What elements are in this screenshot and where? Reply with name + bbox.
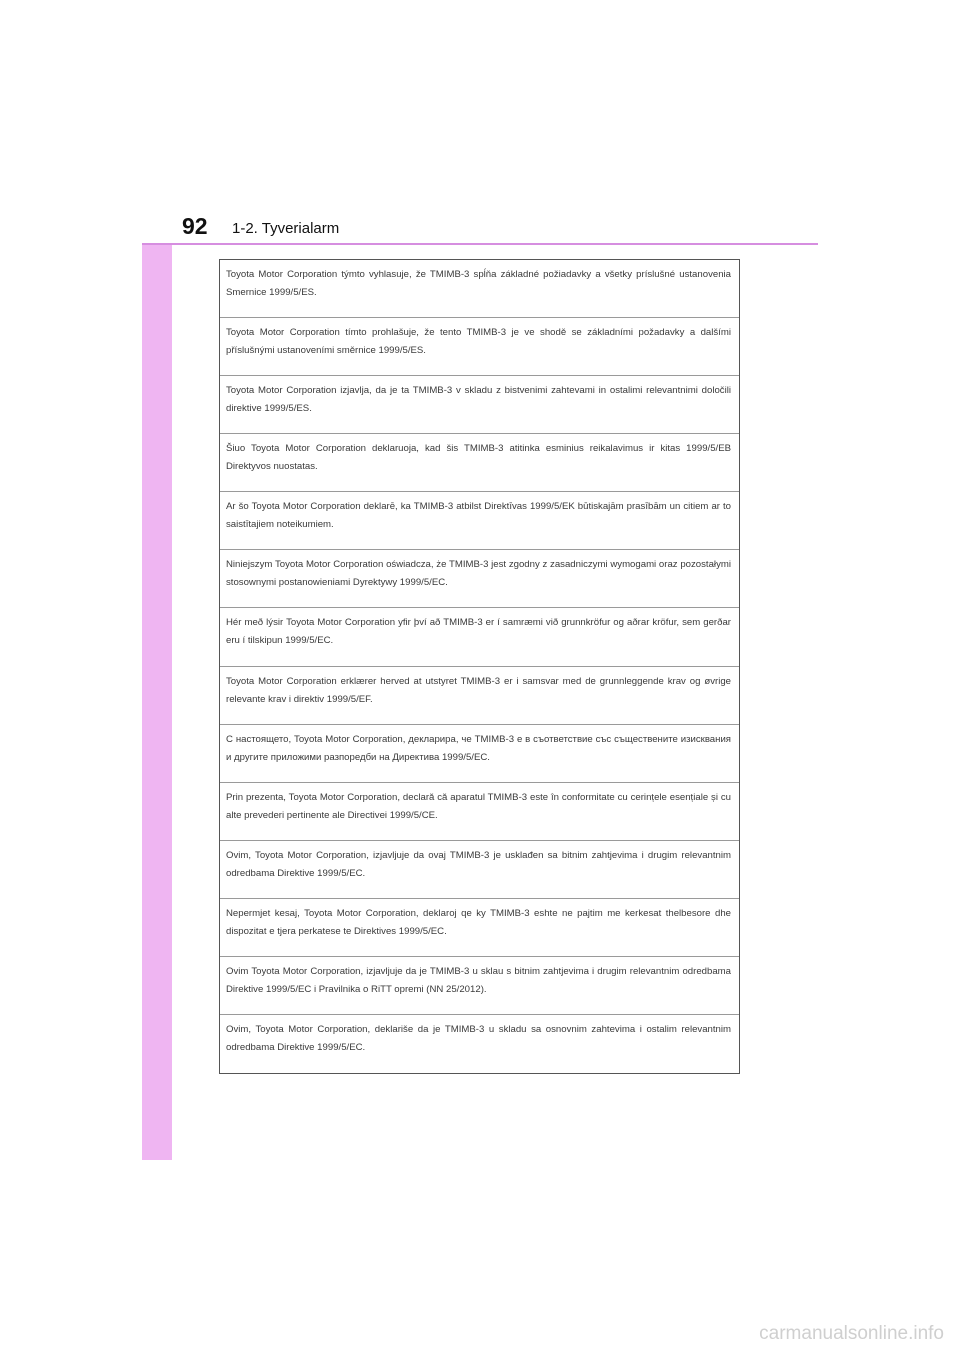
declaration-bulgarian: С настоящето, Toyota Motor Corporation, декларира, че TMIMB-3 е в съответствие със съществените изисквания и другите приложими разпоредби на Директива 1999/5/EC. — [220, 725, 739, 783]
declaration-romanian: Prin prezenta, Toyota Motor Corporation, declară că aparatul TMIMB-3 este în conformitate cu cerințele esențiale și cu alte prevederi pertinente ale Directivei 1999/5/CE. — [220, 783, 739, 841]
declaration-icelandic: Hér með lýsir Toyota Motor Corporation yfir því að TMIMB-3 er í samræmi við grunnkröfur og aðrar kröfur, sem gerðar eru í tilskipun 1999/5/EC. — [220, 608, 739, 666]
declaration-lithuanian: Šiuo Toyota Motor Corporation deklaruoja, kad šis TMIMB-3 atitinka esminius reikalavimus ir kitas 1999/5/EB Direktyvos nuostatas. — [220, 434, 739, 492]
section-title: 1-2. Tyverialarm — [232, 220, 340, 237]
declaration-table — [219, 259, 740, 1074]
declaration-latvian: Ar šo Toyota Motor Corporation deklarē, ka TMIMB-3 atbilst Direktīvas 1999/5/EK būtiskajām prasībām un citiem ar to saistītajiem noteikumiem. — [220, 492, 739, 550]
declaration-albanian: Nepermjet kesaj, Toyota Motor Corporation, deklaroj qe ky TMIMB-3 eshte ne pajtim me kerkesat thelbesore dhe dispozitat e tjera perkatese te Direktives 1999/5/EC. — [220, 899, 739, 957]
declaration-norwegian: Toyota Motor Corporation erklærer herved at utstyret TMIMB-3 er i samsvar med de grunnleggende krav og øvrige relevante krav i direktiv 1999/5/EF. — [220, 667, 739, 725]
declaration-slovenian: Toyota Motor Corporation izjavlja, da je ta TMIMB-3 v skladu z bistvenimi zahtevami in ostalimi relevantnimi določili direktive 1999/5/ES. — [220, 376, 739, 434]
declaration-croatian: Ovim Toyota Motor Corporation, izjavljuje da je TMIMB-3 u sklau s bitnim zahtjevima i drugim relevantnim odredbama Direktive 1999/5/EC i Pravilnika o RiTT opremi (NN 25/2012). — [220, 957, 739, 1015]
section-tab-strip — [142, 198, 172, 1160]
declaration-bosnian: Ovim, Toyota Motor Corporation, izjavljuje da ovaj TMIMB-3 je usklađen sa bitnim zahtjevima i drugim relevantnim odredbama Direktive 1999/5/EC. — [220, 841, 739, 899]
declaration-serbian: Ovim, Toyota Motor Corporation, deklariše da je TMIMB-3 u skladu sa osnovnim zahtevima i ostalim relevantnim odredbama Direktive 1999/5/EC. — [226, 1024, 731, 1054]
header-divider — [142, 243, 818, 245]
declaration-slovak: Toyota Motor Corporation týmto vyhlasuje, že TMIMB-3 spĺňa základné požiadavky a všetky príslušné ustanovenia Smernice 1999/5/ES. — [220, 260, 739, 318]
declaration-polish: Niniejszym Toyota Motor Corporation oświadcza, że TMIMB-3 jest zgodny z zasadniczymi wymogami oraz pozostałymi stosownymi postanowieniami Dyrektywy 1999/5/EC. — [220, 550, 739, 608]
page-number: 92 — [182, 213, 208, 239]
site-watermark: carmanualsonline.info — [759, 1323, 944, 1344]
declaration-czech: Toyota Motor Corporation tímto prohlašuje, že tento TMIMB-3 je ve shodě se základními požadavky a dalšími příslušnými ustanoveními směrnice 1999/5/ES. — [220, 318, 739, 376]
